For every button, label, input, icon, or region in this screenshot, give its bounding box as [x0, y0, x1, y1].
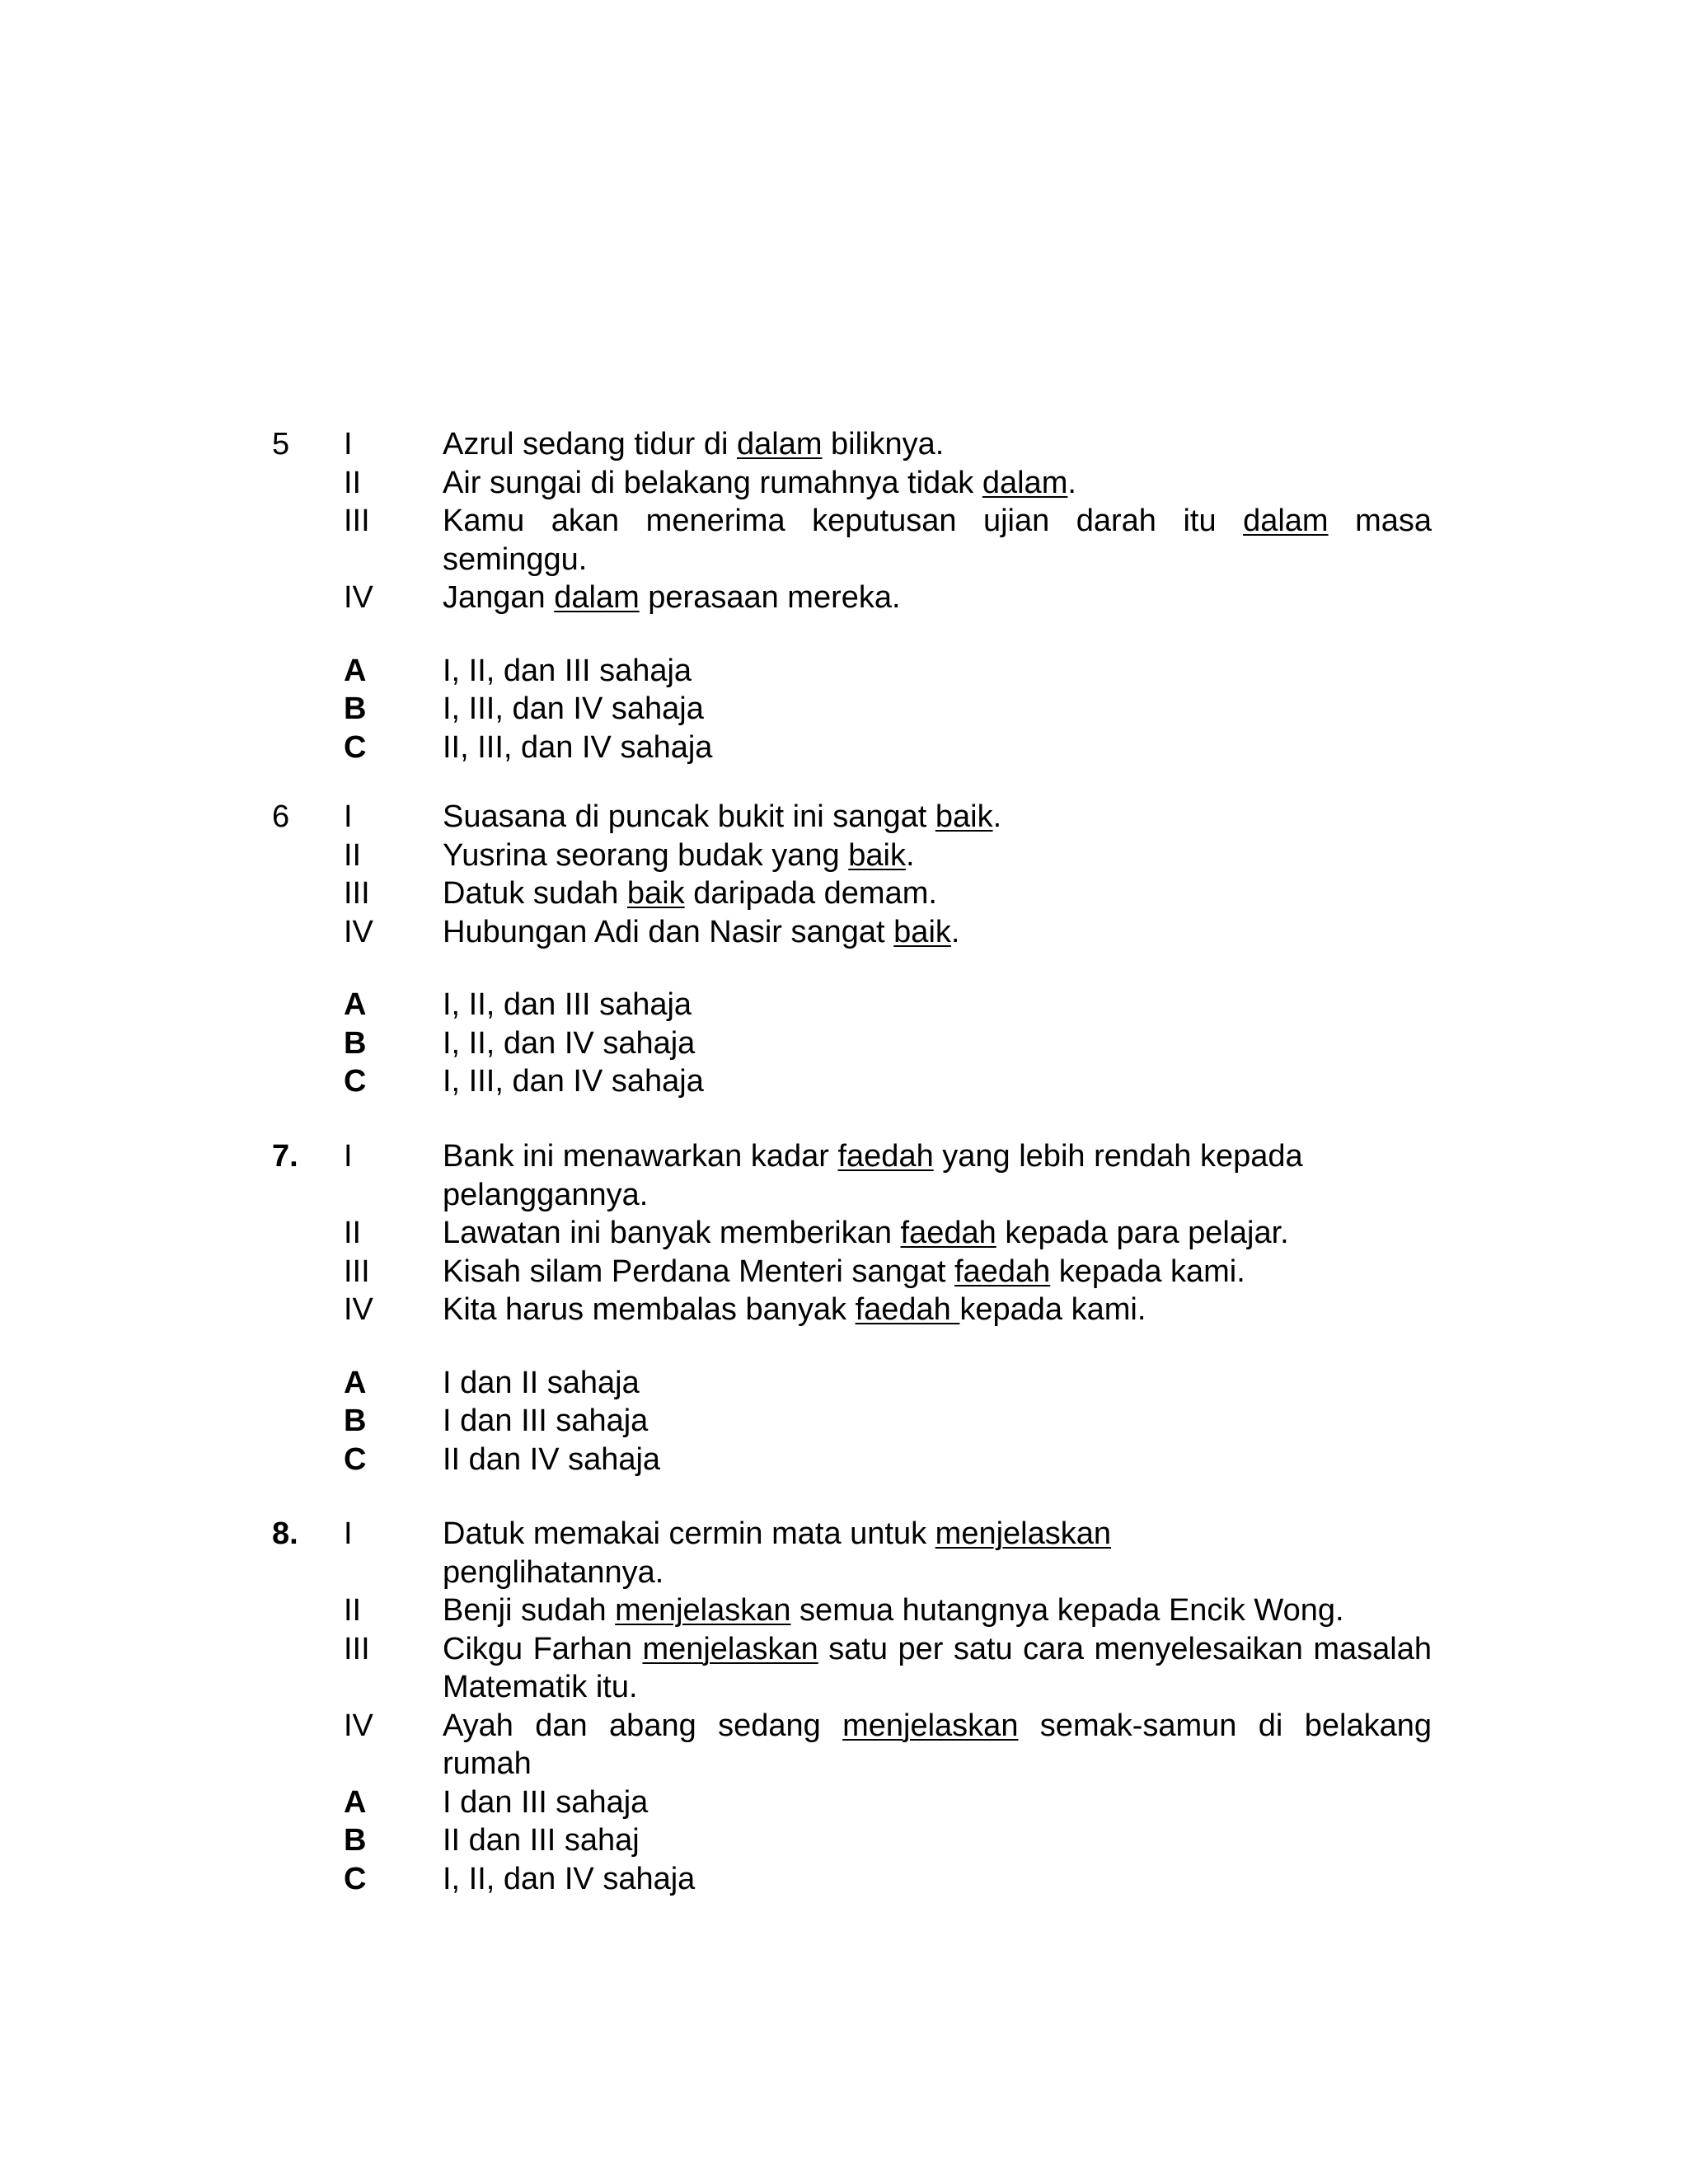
answer-option-a[interactable]: [0, 986, 1688, 1024]
underlined-word: menjelaskan: [842, 1708, 1019, 1743]
answer-option-b[interactable]: [0, 690, 1688, 729]
answer-option-b[interactable]: [0, 1821, 1688, 1860]
answer-option-b[interactable]: [0, 1024, 1688, 1063]
question-5: [0, 425, 1688, 766]
statement-numeral: III: [344, 1631, 370, 1666]
statement-text: Benji sudah menjelaskan semua hutangnya kepada Encik Wong.: [443, 1593, 1344, 1628]
question-number: 7.: [272, 1139, 298, 1174]
underlined-word: faedah: [837, 1139, 934, 1174]
answer-option-c[interactable]: [0, 1441, 1688, 1479]
option-letter: B: [344, 1025, 367, 1061]
option-letter: C: [344, 1064, 367, 1099]
option-text: I, III, dan IV sahaja: [443, 691, 704, 726]
statement-numeral: IV: [344, 914, 373, 949]
statement-numeral: I: [344, 1139, 353, 1174]
underlined-word: menjelaskan: [615, 1593, 791, 1628]
statement-numeral: IV: [344, 580, 373, 615]
statement-text: Hubungan Adi dan Nasir sangat baik.: [443, 914, 960, 949]
statement-text: Kamu akan menerima keputusan ujian darah itu dalam masa seminggu.: [443, 504, 1432, 577]
option-letter: A: [344, 1784, 367, 1820]
option-text: II, III, dan IV sahaja: [443, 729, 713, 765]
statement-text: Azrul sedang tidur di dalam biliknya.: [443, 427, 945, 462]
option-text: II dan IV sahaja: [443, 1441, 661, 1477]
underlined-word: menjelaskan: [935, 1516, 1112, 1551]
question-number: 8.: [272, 1516, 298, 1551]
statement-numeral: III: [344, 504, 370, 538]
statement-text: Yusrina seorang budak yang baik.: [443, 837, 915, 873]
statement-text: Kita harus membalas banyak faedah kepada kami.: [443, 1292, 1146, 1327]
question-7: [0, 1137, 1688, 1479]
answer-option-c[interactable]: [0, 1860, 1688, 1899]
option-text: I, II, dan IV sahaja: [443, 1025, 696, 1061]
option-text: I dan III sahaja: [443, 1404, 649, 1438]
statement-text: Jangan dalam perasaan mereka.: [443, 580, 901, 615]
statement-text: Datuk memakai cermin mata untuk menjelaskan penglihatannya.: [443, 1516, 1112, 1590]
statement-numeral: I: [344, 799, 353, 834]
option-letter: B: [344, 1404, 367, 1438]
option-text: I, II, dan III sahaja: [443, 987, 692, 1022]
statement-text: Bank ini menawarkan kadar faedah yang lebih rendah kepada pelanggannya.: [443, 1139, 1303, 1212]
statement-numeral: II: [344, 1216, 362, 1250]
answer-option-a[interactable]: [0, 1364, 1688, 1403]
option-letter: C: [344, 1441, 367, 1477]
option-letter: C: [344, 729, 367, 765]
option-text: II dan III sahaj: [443, 1823, 640, 1858]
statement-numeral: II: [344, 1593, 362, 1628]
underlined-word: dalam: [982, 465, 1068, 500]
underlined-word: dalam: [736, 427, 823, 462]
statement-text: Cikgu Farhan menjelaskan satu per satu cara menyelesaikan masalah Matematik itu.: [443, 1631, 1432, 1704]
underlined-word: menjelaskan: [642, 1631, 818, 1666]
answer-option-a[interactable]: [0, 652, 1688, 691]
statement-numeral: III: [344, 1254, 370, 1289]
underlined-word: dalam: [1243, 504, 1329, 538]
statement-numeral: I: [344, 1516, 353, 1551]
option-text: I, III, dan IV sahaja: [443, 1064, 704, 1099]
statement-numeral: II: [344, 465, 362, 500]
statement-numeral: IV: [344, 1708, 373, 1743]
statement-text: Datuk sudah baik daripada demam.: [443, 876, 937, 911]
question-number: 6: [272, 799, 290, 834]
option-letter: A: [344, 1365, 367, 1400]
option-text: I dan II sahaja: [443, 1365, 640, 1400]
statement-numeral: III: [344, 876, 370, 911]
underlined-word: baik: [935, 799, 993, 834]
statement-text: Air sungai di belakang rumahnya tidak dalam.: [443, 465, 1076, 500]
statement-numeral: II: [344, 837, 362, 873]
option-letter: B: [344, 1823, 367, 1858]
option-letter: A: [344, 653, 367, 688]
option-text: I, II, dan III sahaja: [443, 653, 692, 688]
answer-option-c[interactable]: [0, 1062, 1688, 1101]
underlined-word: faedah: [855, 1292, 960, 1327]
option-letter: B: [344, 691, 367, 726]
statement-numeral: IV: [344, 1292, 373, 1327]
underlined-word: faedah: [900, 1216, 996, 1250]
option-text: I dan III sahaja: [443, 1784, 649, 1820]
underlined-word: baik: [893, 914, 951, 949]
statement-text: Ayah dan abang sedang menjelaskan semak-samun di belakang rumah: [443, 1708, 1432, 1781]
question-8: [0, 1515, 1688, 1898]
underlined-word: dalam: [554, 580, 640, 615]
answer-option-c[interactable]: [0, 729, 1688, 767]
underlined-word: faedah: [954, 1254, 1051, 1289]
option-letter: A: [344, 987, 367, 1022]
statement-text: Suasana di puncak bukit ini sangat baik.: [443, 799, 1002, 834]
answer-option-a[interactable]: [0, 1783, 1688, 1822]
option-text: I, II, dan IV sahaja: [443, 1861, 696, 1896]
statement-text: Kisah silam Perdana Menteri sangat faedah kepada kami.: [443, 1254, 1245, 1289]
answer-option-b[interactable]: [0, 1402, 1688, 1441]
statement-numeral: I: [344, 427, 353, 462]
statement-text: Lawatan ini banyak memberikan faedah kepada para pelajar.: [443, 1216, 1289, 1250]
underlined-word: baik: [626, 876, 685, 911]
question-6: [0, 798, 1688, 1101]
underlined-word: baik: [848, 837, 906, 873]
question-number: 5: [272, 427, 290, 462]
option-letter: C: [344, 1861, 367, 1896]
